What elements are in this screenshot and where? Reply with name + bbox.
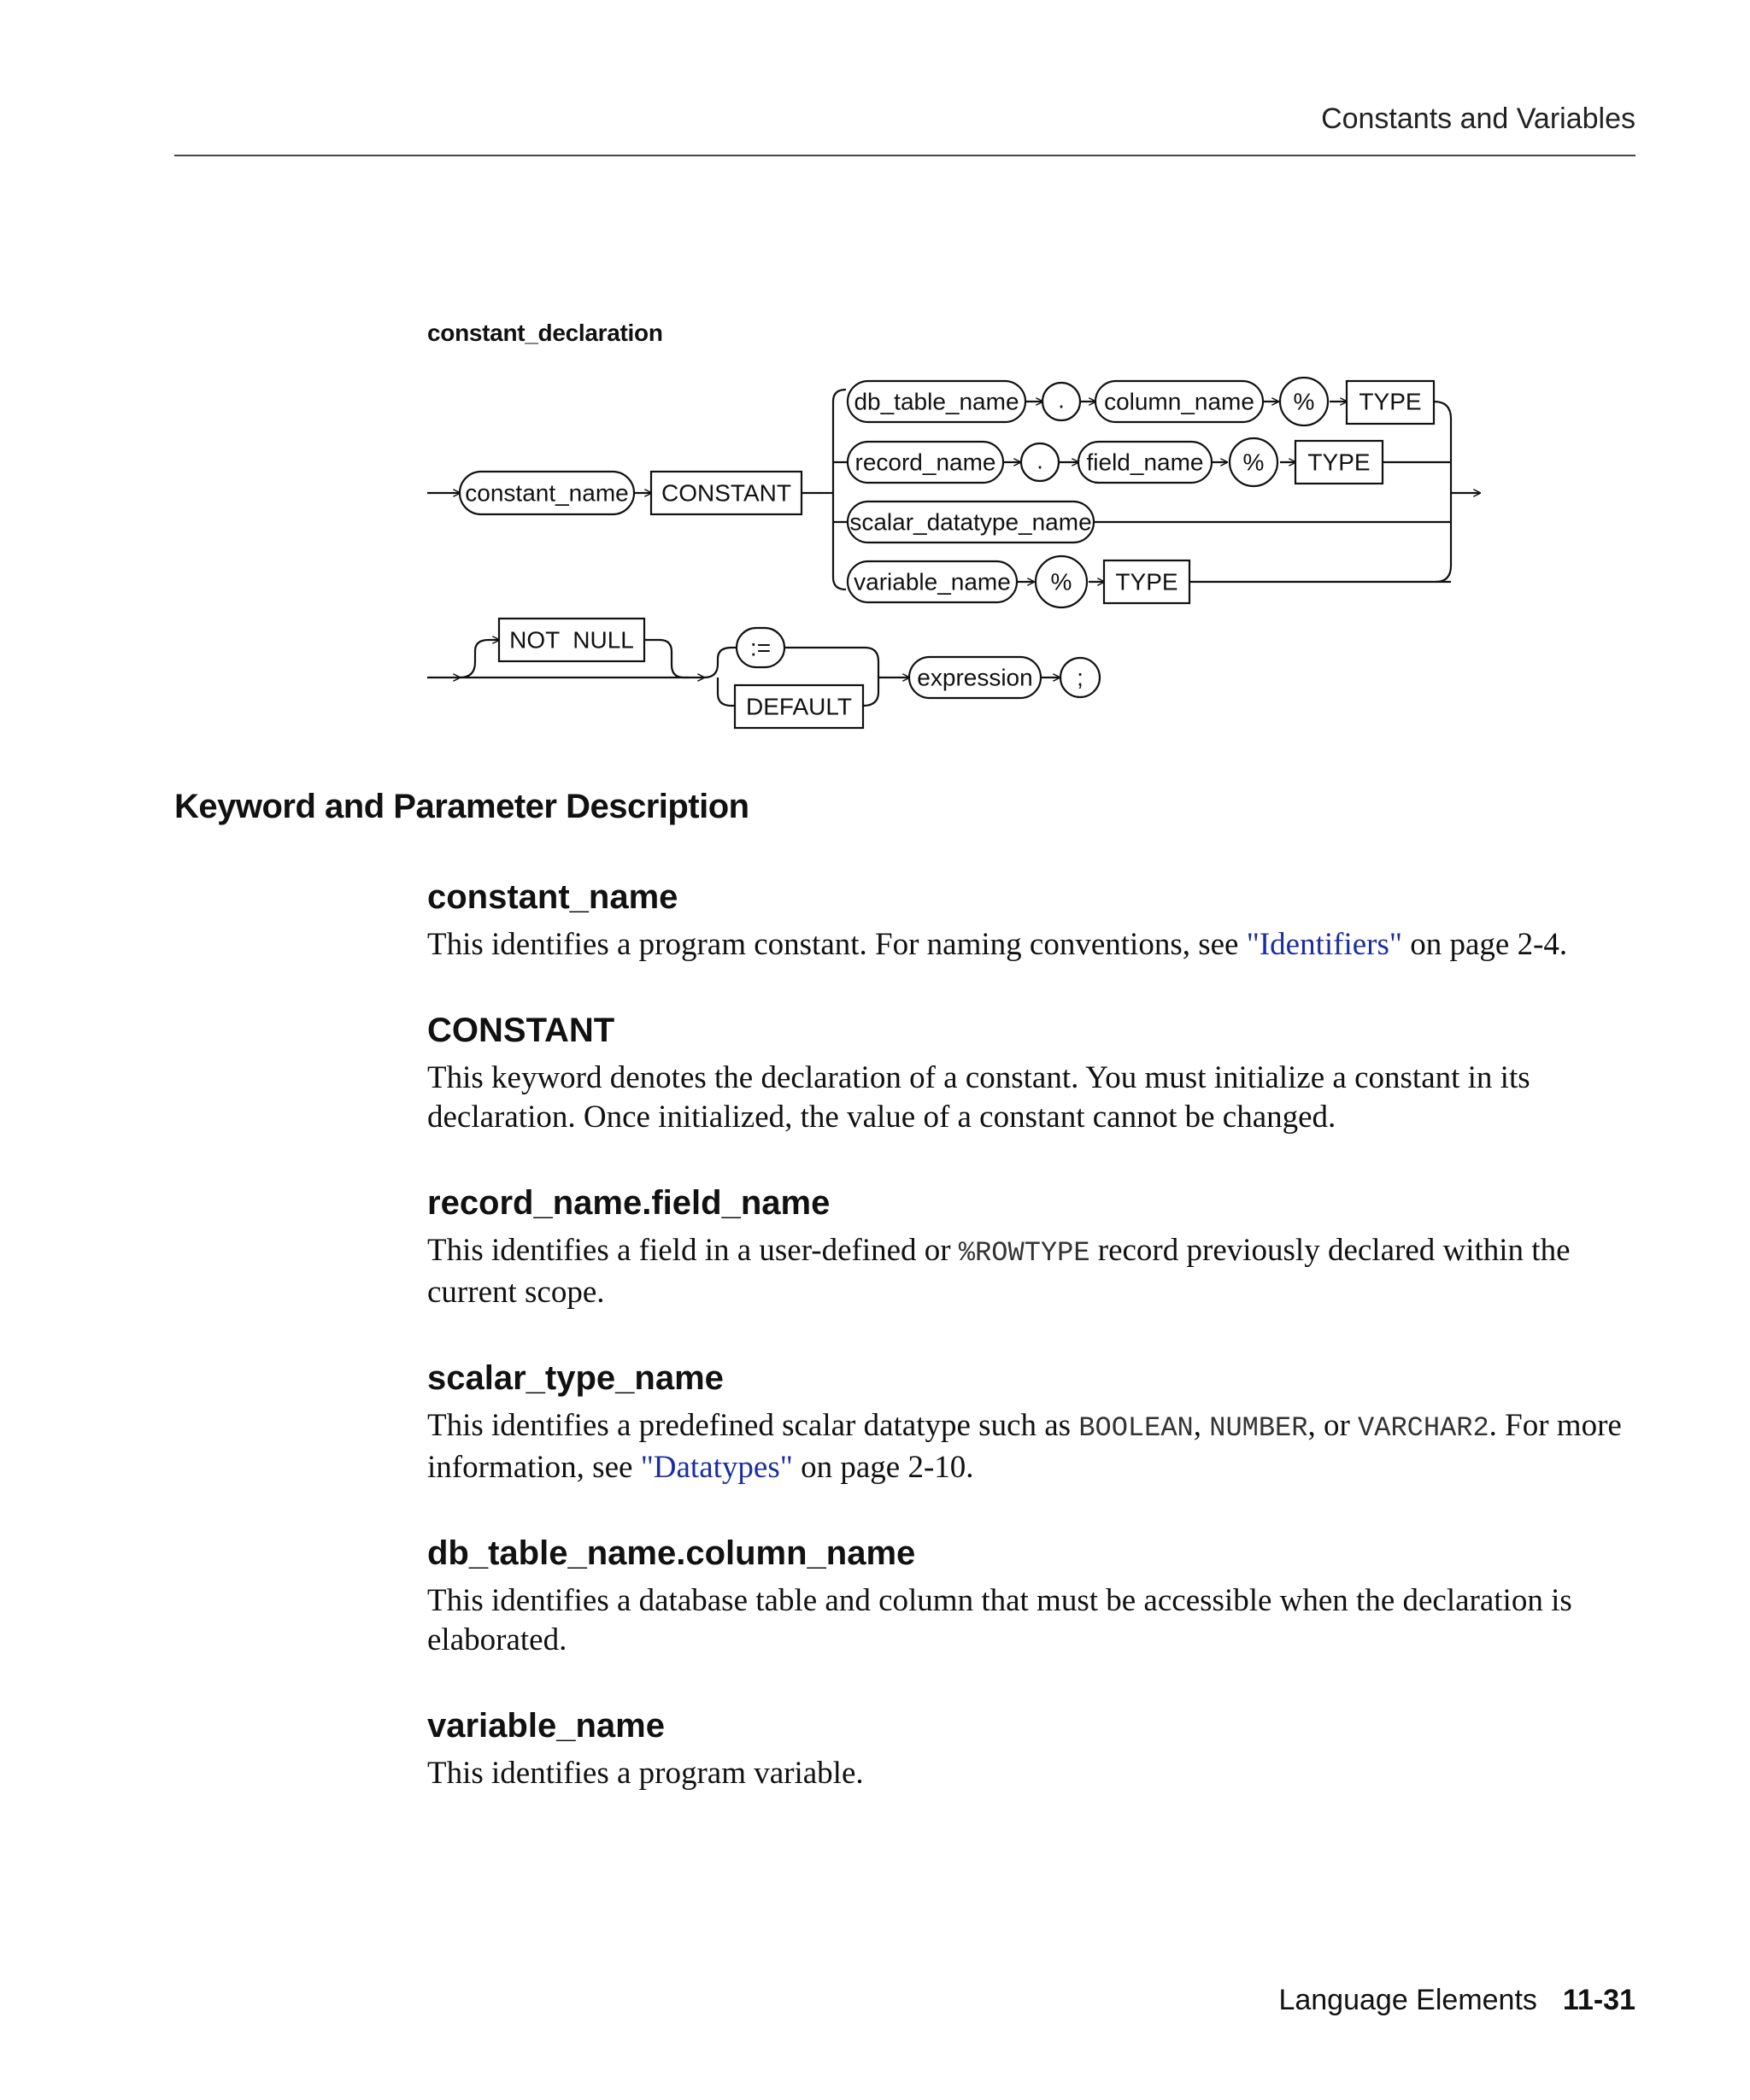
section-heading: Keyword and Parameter Description xyxy=(174,788,749,825)
entry-variable-name xyxy=(427,1704,1641,1793)
entry-constant-name xyxy=(427,876,1641,965)
label-not-null: NOT NULL xyxy=(509,626,634,654)
diagram-title: constant_declaration xyxy=(427,320,663,346)
page-header-title: Constants and Variables xyxy=(1321,103,1635,135)
desc-text: . For more information, see xyxy=(427,1408,1622,1485)
label-semicolon: ; xyxy=(1077,664,1083,691)
label-dot-2: . xyxy=(1036,447,1043,474)
identifiers-link[interactable]: "Identifiers" xyxy=(1246,927,1402,962)
label-percent-1: % xyxy=(1293,388,1315,415)
code-varchar2: VARCHAR2 xyxy=(1358,1412,1489,1444)
desc-text: on page 2-10. xyxy=(792,1450,974,1485)
term-heading: constant_name xyxy=(427,878,678,916)
entry-scalar-type-name xyxy=(427,1357,1641,1487)
term-description: This identifies a program variable. xyxy=(427,1756,864,1791)
parameter-list xyxy=(427,876,1641,1838)
desc-text: This identifies a predefined scalar datatype such as xyxy=(427,1408,1079,1443)
term-heading: record_name.field_name xyxy=(427,1184,831,1222)
desc-text: , or xyxy=(1307,1408,1359,1443)
term-description: This keyword denotes the declaration of a constant. You must initialize a constant in its declaration. Once initialized, the value of a constant cannot be changed. xyxy=(427,1060,1530,1135)
label-scalar-datatype-name: scalar_datatype_name xyxy=(849,508,1092,536)
term-description xyxy=(427,925,1641,965)
desc-text: record previously declared within the current scope. xyxy=(427,1233,1571,1310)
term-description xyxy=(427,1231,1641,1312)
label-record-name: record_name xyxy=(854,449,996,476)
desc-text: on page 2-4. xyxy=(1401,927,1568,962)
label-expression: expression xyxy=(917,664,1033,691)
label-dot-1: . xyxy=(1058,386,1065,414)
label-percent-3: % xyxy=(1050,568,1072,595)
term-description xyxy=(427,1406,1641,1487)
label-column-name: column_name xyxy=(1104,388,1254,415)
footer-section-title: Language Elements xyxy=(1278,1984,1537,2016)
desc-text: This identifies a field in a user-defined or xyxy=(427,1233,959,1268)
code-number: NUMBER xyxy=(1209,1412,1308,1444)
label-db-table-name: db_table_name xyxy=(854,388,1019,415)
term-heading: db_table_name.column_name xyxy=(427,1534,916,1572)
code-boolean: BOOLEAN xyxy=(1078,1412,1194,1444)
label-percent-2: % xyxy=(1242,449,1265,476)
term-description: This identifies a database table and column that must be accessible when the declaration is elaborated. xyxy=(427,1583,1572,1657)
desc-text: This identifies a program constant. For naming conventions, see xyxy=(427,927,1247,962)
syntax-diagram xyxy=(0,0,1750,769)
label-assign: := xyxy=(749,634,772,661)
label-field-name: field_name xyxy=(1086,449,1204,476)
label-type-2: TYPE xyxy=(1307,449,1371,476)
entry-constant-keyword xyxy=(427,1009,1641,1137)
term-heading: variable_name xyxy=(427,1707,665,1745)
page-number: 11-31 xyxy=(1562,1984,1635,2016)
desc-text: , xyxy=(1193,1408,1210,1443)
entry-record-field-name xyxy=(427,1182,1641,1312)
label-type-3: TYPE xyxy=(1115,568,1178,595)
term-heading: CONSTANT xyxy=(427,1012,615,1049)
label-default-keyword: DEFAULT xyxy=(746,693,852,720)
label-type-1: TYPE xyxy=(1359,388,1422,415)
code-rowtype: %ROWTYPE xyxy=(958,1237,1090,1269)
label-constant-keyword: CONSTANT xyxy=(661,479,791,507)
datatypes-link[interactable]: "Datatypes" xyxy=(640,1450,793,1485)
page-footer xyxy=(1278,1984,1635,2017)
label-variable-name: variable_name xyxy=(854,568,1011,595)
entry-db-table-column-name xyxy=(427,1532,1641,1660)
term-heading: scalar_type_name xyxy=(427,1359,724,1397)
label-constant-name: constant_name xyxy=(465,479,629,507)
